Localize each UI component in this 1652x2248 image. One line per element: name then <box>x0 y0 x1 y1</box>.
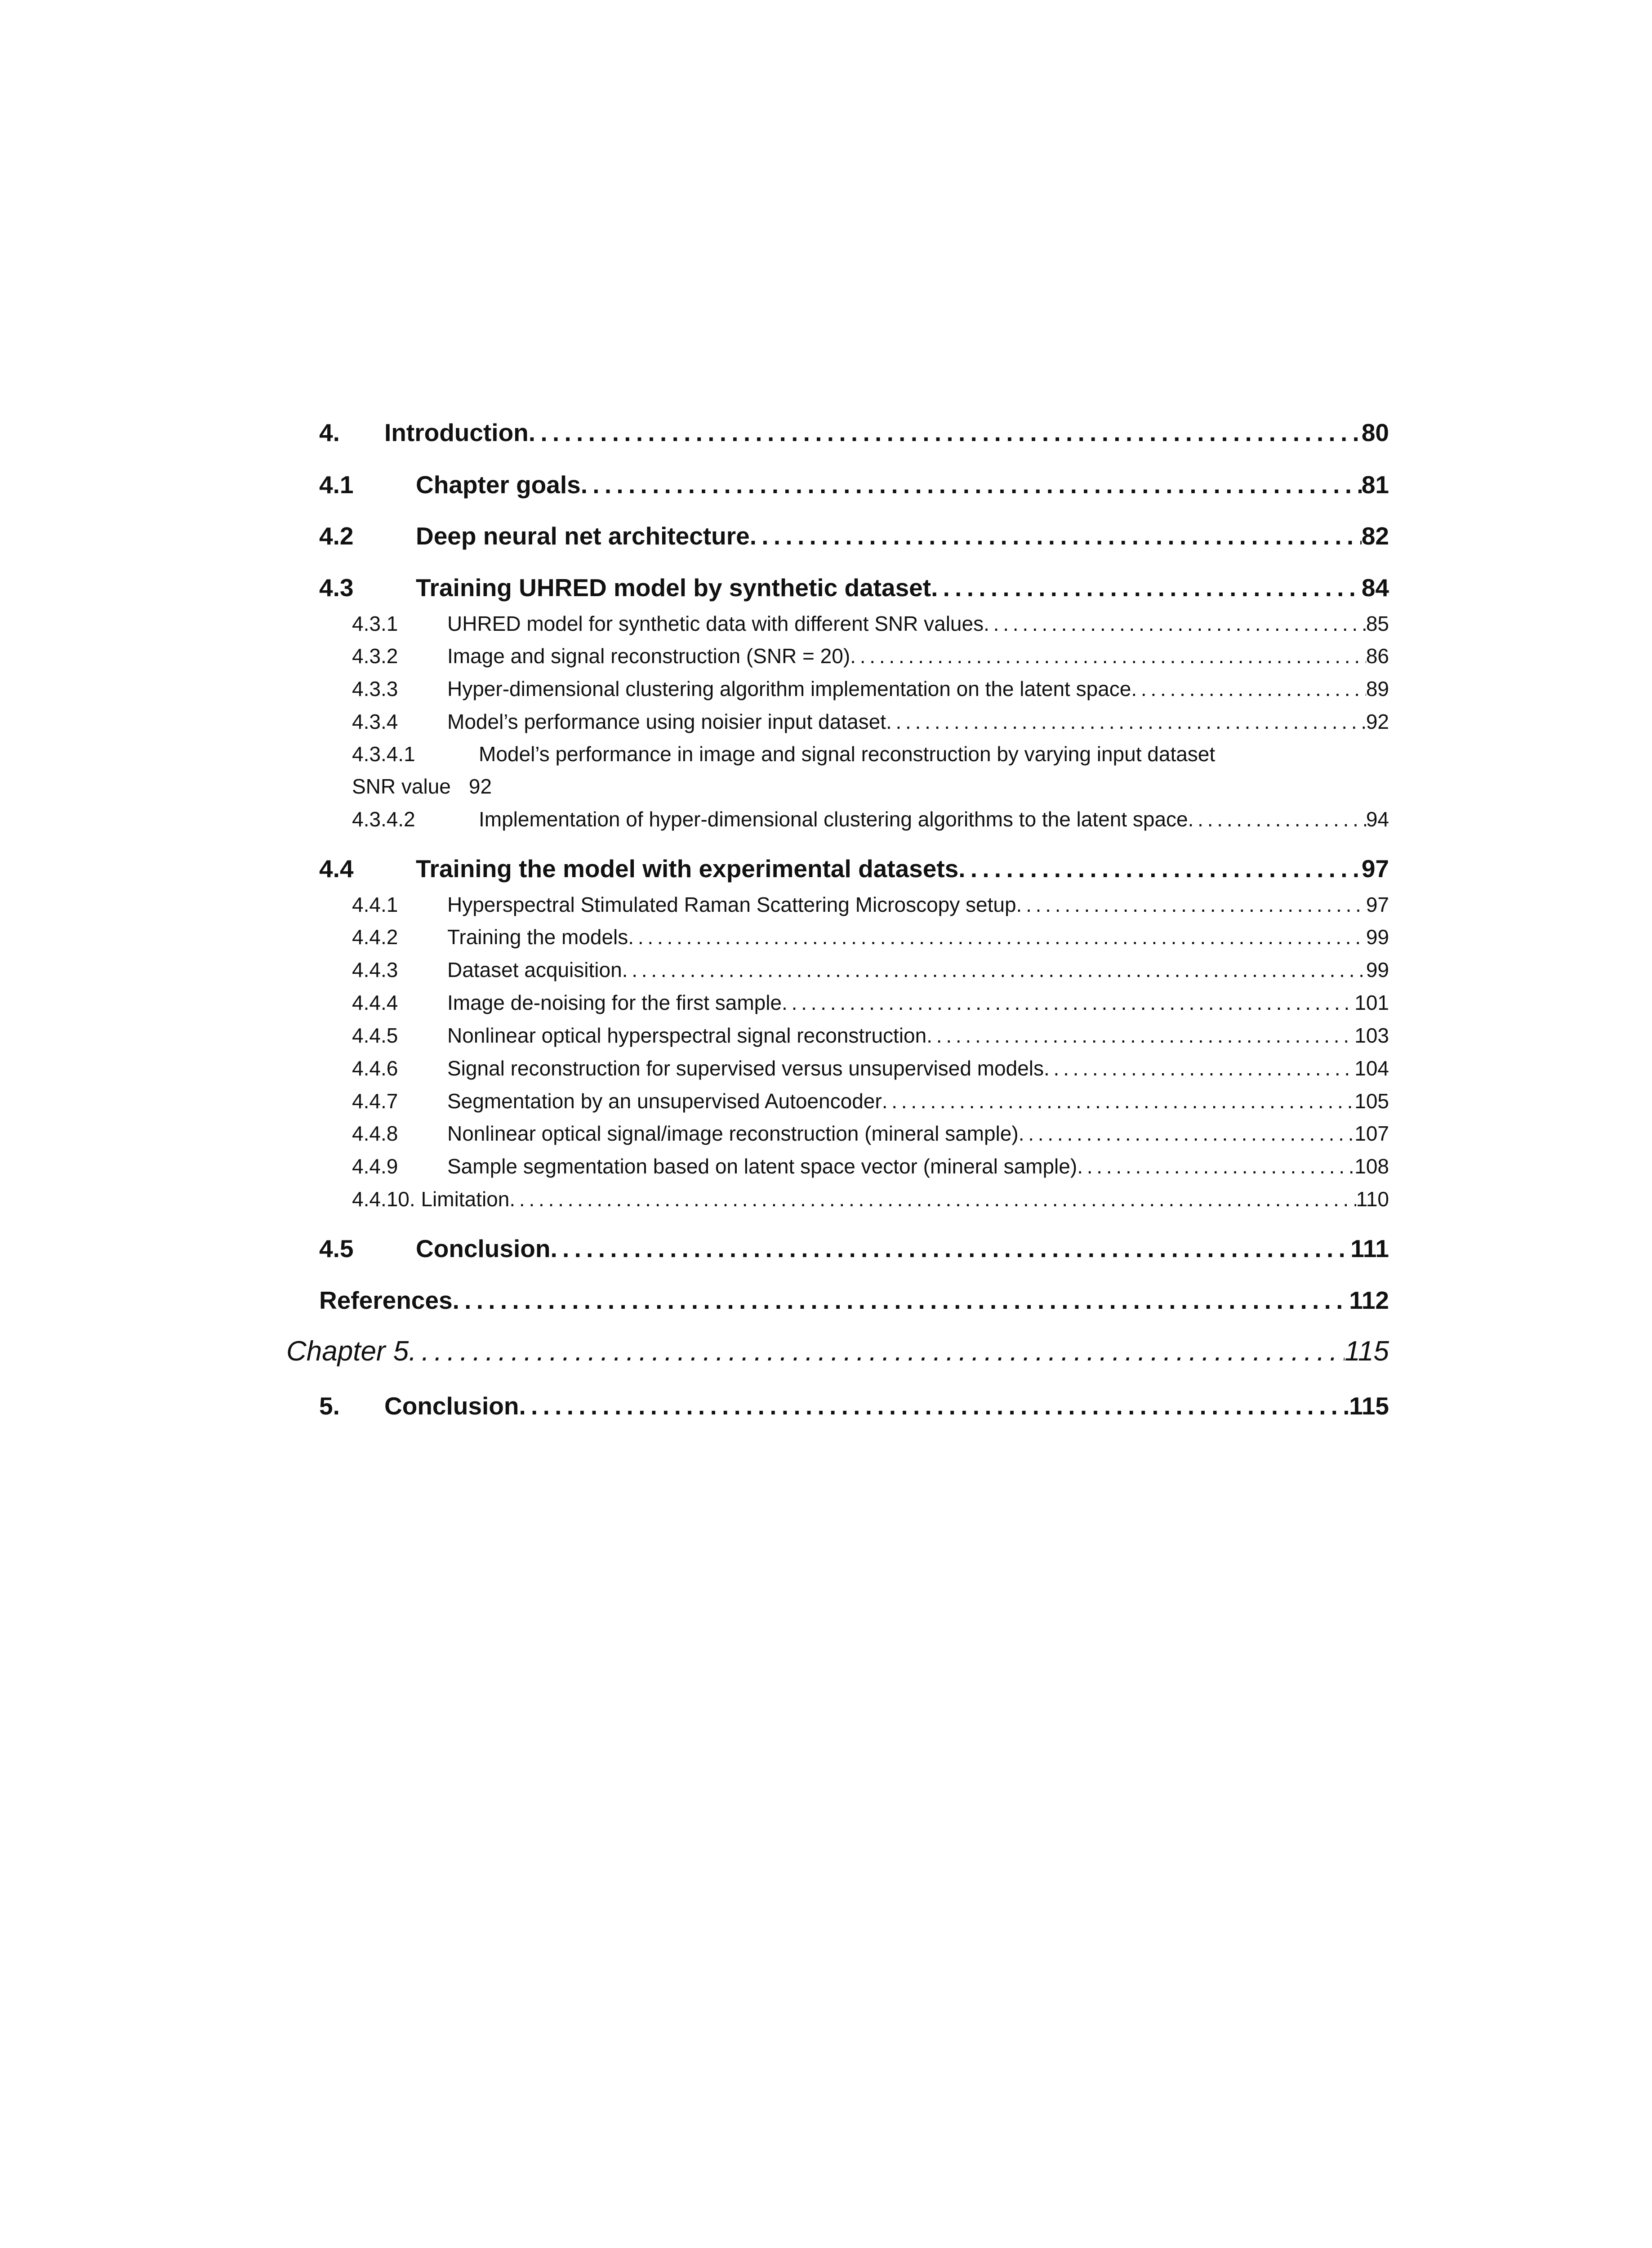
section-number: 4.4.5 <box>352 1024 398 1047</box>
section-number: 4.4.4 <box>352 991 398 1014</box>
page-number: 103 <box>1354 1024 1389 1047</box>
dot-leader <box>622 958 1366 982</box>
section-number: 4.1 <box>319 471 354 499</box>
dot-leader <box>984 611 1366 636</box>
page-number: 84 <box>1361 574 1389 602</box>
page-number: 110 <box>1356 1187 1389 1211</box>
section-number: 4.3.2 <box>352 644 398 668</box>
page-number: 115 <box>1349 1392 1389 1420</box>
page-number: 97 <box>1366 893 1389 916</box>
toc-entry-4-4-5[interactable] <box>352 1023 1389 1048</box>
toc-entry-conclusion-4-5[interactable] <box>319 1234 1389 1263</box>
section-number: 4.4.1 <box>352 893 398 916</box>
dot-leader <box>886 709 1366 734</box>
section-number: 4.4.7 <box>352 1089 398 1113</box>
toc-entry-4-4-4[interactable] <box>352 990 1389 1015</box>
page-number: 101 <box>1354 991 1389 1014</box>
dot-leader <box>581 470 1362 499</box>
section-title: Training the model with experimental datasets <box>416 855 959 883</box>
toc-entry-introduction[interactable] <box>319 418 1389 447</box>
dot-leader <box>628 925 1366 949</box>
section-title: 4.4.10. Limitation <box>352 1187 510 1211</box>
dot-leader <box>850 644 1366 668</box>
section-title-continuation: SNR value <box>352 775 451 798</box>
section-title: Introduction <box>384 419 529 446</box>
toc-entry-4-4-1[interactable] <box>352 892 1389 917</box>
dot-leader <box>529 418 1362 447</box>
section-title: Deep neural net architecture <box>416 522 750 550</box>
toc-entry-chapter-5[interactable] <box>286 1335 1389 1367</box>
section-number: 4.4.6 <box>352 1057 398 1080</box>
dot-leader <box>409 1335 1345 1367</box>
toc-entry-4-3-2[interactable] <box>352 644 1389 668</box>
section-title: Model’s performance in image and signal reconstruction by varying input dataset <box>479 742 1216 766</box>
dot-leader <box>550 1234 1350 1263</box>
toc-entry-4-4-2[interactable] <box>352 925 1389 949</box>
section-number: 4.4.8 <box>352 1122 398 1145</box>
page-number: 81 <box>1361 471 1389 499</box>
page-number: 99 <box>1366 925 1389 949</box>
dot-leader <box>519 1392 1349 1420</box>
toc-entry-4-3-4-1[interactable] <box>352 742 1389 766</box>
dot-leader <box>1131 677 1366 701</box>
dot-leader <box>958 854 1362 883</box>
section-title: Model’s performance using noisier input dataset <box>447 710 886 733</box>
section-title: Training the models <box>447 925 628 949</box>
toc-entry-4-3-3[interactable] <box>352 677 1389 701</box>
section-title: Conclusion <box>384 1392 519 1420</box>
page-number: 108 <box>1354 1155 1389 1178</box>
section-title: Nonlinear optical hyperspectral signal reconstruction <box>447 1024 927 1047</box>
dot-leader <box>1077 1154 1354 1178</box>
toc-entry-4-4-10[interactable] <box>352 1187 1389 1211</box>
section-title: UHRED model for synthetic data with different SNR values <box>447 612 984 635</box>
section-title: Image and signal reconstruction (SNR = 20) <box>447 644 850 668</box>
dot-leader <box>1019 1121 1355 1146</box>
section-number: 4.4.2 <box>352 925 398 949</box>
dot-leader <box>1016 892 1366 917</box>
page-number: 80 <box>1361 419 1389 446</box>
dot-leader <box>882 1089 1355 1113</box>
section-number: 5. <box>319 1392 340 1420</box>
section-number: 4.3 <box>319 574 354 602</box>
dot-leader <box>926 1023 1354 1048</box>
section-number: 4.4.3 <box>352 958 398 981</box>
page-number: 92 <box>1366 710 1389 733</box>
section-title: References <box>319 1286 453 1314</box>
section-title: Hyper-dimensional clustering algorithm implementation on the latent space <box>447 677 1131 700</box>
toc-entry-4-4-6[interactable] <box>352 1056 1389 1080</box>
page-number: 94 <box>1366 807 1389 831</box>
page-number: 92 <box>468 775 492 798</box>
section-number: 4.3.3 <box>352 677 398 700</box>
page-number: 89 <box>1366 677 1389 700</box>
section-title: Hyperspectral Stimulated Raman Scattering Microscopy setup <box>447 893 1016 916</box>
toc-entry-4-3-4-1-continuation <box>352 774 492 798</box>
toc-entry-4-4-8[interactable] <box>352 1121 1389 1146</box>
toc-entry-chapter-goals[interactable] <box>319 470 1389 499</box>
section-title: Dataset acquisition <box>447 958 622 981</box>
toc-entry-training-experimental[interactable] <box>319 854 1389 883</box>
dot-leader <box>509 1187 1356 1211</box>
page-number: 107 <box>1354 1122 1389 1145</box>
toc-entry-conclusion-5[interactable] <box>319 1392 1389 1420</box>
section-title: Image de-noising for the first sample <box>447 991 782 1014</box>
section-title: Sample segmentation based on latent space vector (mineral sample) <box>447 1155 1078 1178</box>
section-title: Nonlinear optical signal/image reconstruction (mineral sample) <box>447 1122 1019 1145</box>
dot-leader <box>782 990 1354 1015</box>
page-number: 112 <box>1349 1286 1389 1314</box>
section-title: Training UHRED model by synthetic dataset <box>416 574 931 602</box>
toc-entry-deep-neural-net[interactable] <box>319 522 1389 550</box>
page-number: 86 <box>1366 644 1389 668</box>
section-number: 4.3.4 <box>352 710 398 733</box>
toc-entry-references[interactable] <box>319 1286 1389 1315</box>
toc-entry-4-3-1[interactable] <box>352 611 1389 636</box>
page-number: 85 <box>1366 612 1389 635</box>
dot-leader <box>1188 807 1366 831</box>
section-number: 4. <box>319 419 340 446</box>
toc-entry-4-4-3[interactable] <box>352 958 1389 982</box>
section-title: Segmentation by an unsupervised Autoencoder <box>447 1089 882 1113</box>
page-number: 104 <box>1354 1057 1389 1080</box>
page-number: 99 <box>1366 958 1389 981</box>
page-number: 82 <box>1361 522 1389 550</box>
dot-leader <box>1044 1056 1354 1080</box>
section-number: 4.3.4.1 <box>352 742 415 766</box>
section-title: Conclusion <box>416 1235 551 1262</box>
dot-leader <box>931 573 1362 602</box>
section-number: 4.5 <box>319 1235 354 1262</box>
dot-leader <box>750 522 1362 550</box>
toc-entry-4-3-4[interactable] <box>352 709 1389 734</box>
section-number: 4.4.9 <box>352 1155 398 1178</box>
section-title: Implementation of hyper-dimensional clustering algorithms to the latent space <box>479 807 1188 831</box>
toc-entry-training-uhred[interactable] <box>319 573 1389 602</box>
section-number: 4.3.4.2 <box>352 807 415 831</box>
section-number: 4.3.1 <box>352 612 398 635</box>
toc-entry-4-4-9[interactable] <box>352 1154 1389 1178</box>
section-title: Signal reconstruction for supervised versus unsupervised models <box>447 1057 1044 1080</box>
section-title: Chapter goals <box>416 471 581 499</box>
page-number: 97 <box>1361 855 1389 883</box>
section-number: 4.2 <box>319 522 354 550</box>
page-number: 105 <box>1354 1089 1389 1113</box>
dot-leader <box>453 1286 1349 1315</box>
page-number: 111 <box>1350 1235 1389 1262</box>
page-number: 115 <box>1345 1336 1389 1367</box>
section-number: 4.4 <box>319 855 354 883</box>
toc-entry-4-3-4-2[interactable] <box>352 807 1389 831</box>
chapter-title: Chapter 5 <box>286 1336 409 1367</box>
toc-entry-4-4-7[interactable] <box>352 1089 1389 1113</box>
